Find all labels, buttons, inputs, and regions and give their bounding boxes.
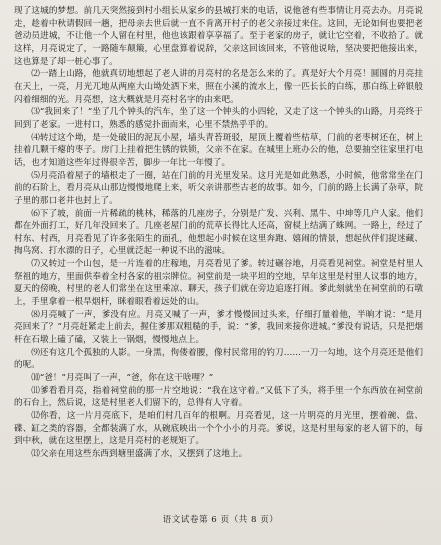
reading-passage (14, 5, 423, 461)
passage-paragraph: ⑸月亮沿着屋子的墙根走了一圈，站在门前的月光里发呆。这月光是如此熟悉，小时候，他常常坐在门前的石阶上，看月亮从山那边慢慢地爬上来，听父亲讲那些古老的故事。如今，门前的路上长满了杂草，院子里的那口老井也封上了。 (14, 170, 423, 206)
passage-paragraph: ⑿你看，这一片月亮底下，是咱们村几百年的根啊。月亮看见，这一片明亮的月光里，摆着碗、盘、碟、缸之类的容器，全都装满了水，从碗底映出一个个小小的月亮。爹说，这是村里每家的老人留下的，每到中秋，就在这里摆上，这是月亮村的老规矩了。 (14, 411, 423, 447)
passage-paragraph: ⑶“我回来了！”坐了几个钟头的汽车，坐了这一个钟头的小四轮，又走了这一个钟头的山路，月亮终于回到了老家。一进村口，熟悉的感觉扑面而来，心里不禁热乎乎的。 (14, 107, 423, 130)
passage-paragraph: ⑵一踏上山路，他就真切地想起了老人讲的月亮村的名是怎么来的了。真是好大个月亮！圆圆的月亮挂在天上，一亮，月光兀地从两座大山坳处洒下来，照在小溪的流水上，像一匹长长的白练，那白练上碎银般闪着细细的光。月亮想，这大概就是月亮村名字的由来吧。 (14, 69, 423, 105)
passage-paragraph: ⑹下了坡，前面一片稀疏的桃林，稀落的几座房子，分别是广发、兴利、黑牛、中坤等几户人家。他们都在外面打工，好几年没回来了。几座老屋门前的荒草长得比人还高，窗棂上结满了蛛网。一路上，经过了村东、村西，月亮看见了许多张陌生的面孔，他想起小时候在这里奔跑、嬉闹的情景，想起伙伴们捉迷藏、掏鸟窝、打水漂的日子，心里就泛起一种说不出的滋味。 (14, 208, 423, 257)
passage-paragraph: ⑷转过这个坳，是一处破旧的泥瓦小屋，墙头青苔斑驳，屋顶上覆着些枯草，门前的老枣树还在，树上挂着几颗干瘪的枣子。房门上挂着把生锈的铁锁，父亲不在家。在城里上班办公的他，总要抽空往家里打电话，也才知道这些年过得很辛苦，脚步一年比一年慢了。 (14, 132, 423, 168)
passage-paragraph: 现了这城的梦想。前几天突然接到村小组长从家乡的县城打来的电话，说他爸有些事情让月亮去办。月亮说走，趁着中秋请假回一趟，把母亲去世后就一直不肯离开村子的老父亲接过来住。这回，无论如何也要把老爸动员进城，不让他一个人留在村里，他也该跟着享享福了。至于老家的房子，就让它空着，不收拾了。就这样，月亮说定了，一路随车颠簸，心里盘算着说辞，父亲这回该回来，不管他说啥，坚决要把他接出来，这也算是了却一桩心事了。 (14, 6, 423, 67)
passage-paragraph: ⑻月亮喊了一声，爹没有应。月亮又喊了一声，爹才慢慢回过头来，仔细打量着他，半晌才说：“是月亮回来了？”月亮赶紧走上前去，握住爹那双粗糙的手，说：“爹，我回来接你进城。”爹没有说话，只是把烟杆在石墩上磕了磕，又装上一锅烟，慢慢地点上。 (14, 309, 423, 346)
passage-paragraph: ⑼还有这几个孤独的人影。一身黑，佝偻着腰，像村民常用的钓刀……一刀一勾地，这个月亮还是他们的呢。 (14, 347, 423, 371)
passage-paragraph: ⑾爹看看月亮，指着祠堂前的那一片空地说：“我在这守着。”又低下了头，将手里一个东西放在祠堂前的石台上，然后说，这是村里老人们留下的，总得有人守着。 (14, 385, 423, 409)
passage-paragraph: ⒀父亲在用这些东西到塘里盛满了水，又摆到了这地上。 (31, 448, 248, 459)
passage-paragraph: ⑽“爸！”月亮叫了一声，“爸，你在这干啥哩？” (31, 373, 214, 384)
passage-paragraph: ⑺又转过一个山包，是一片连着的庄稼地，月亮看见了爹。转过碾谷地，月亮看见祠堂。祠堂是村里人祭祖的地方，里面供奉着全村各家的祖宗牌位。祠堂前是一块平坦的空地，早年这里是村里人议事的地方，夏天的傍晚，村里的老人们常坐在这里乘凉、聊天，孩子们就在旁边追逐打闹。爹此刻就坐在祠堂前的石墩上，手里拿着一根旱烟杆，眯着眼看着远处的山。 (14, 259, 423, 308)
page-footer: 语文试卷第 6 页（共 8 页） (162, 515, 279, 525)
